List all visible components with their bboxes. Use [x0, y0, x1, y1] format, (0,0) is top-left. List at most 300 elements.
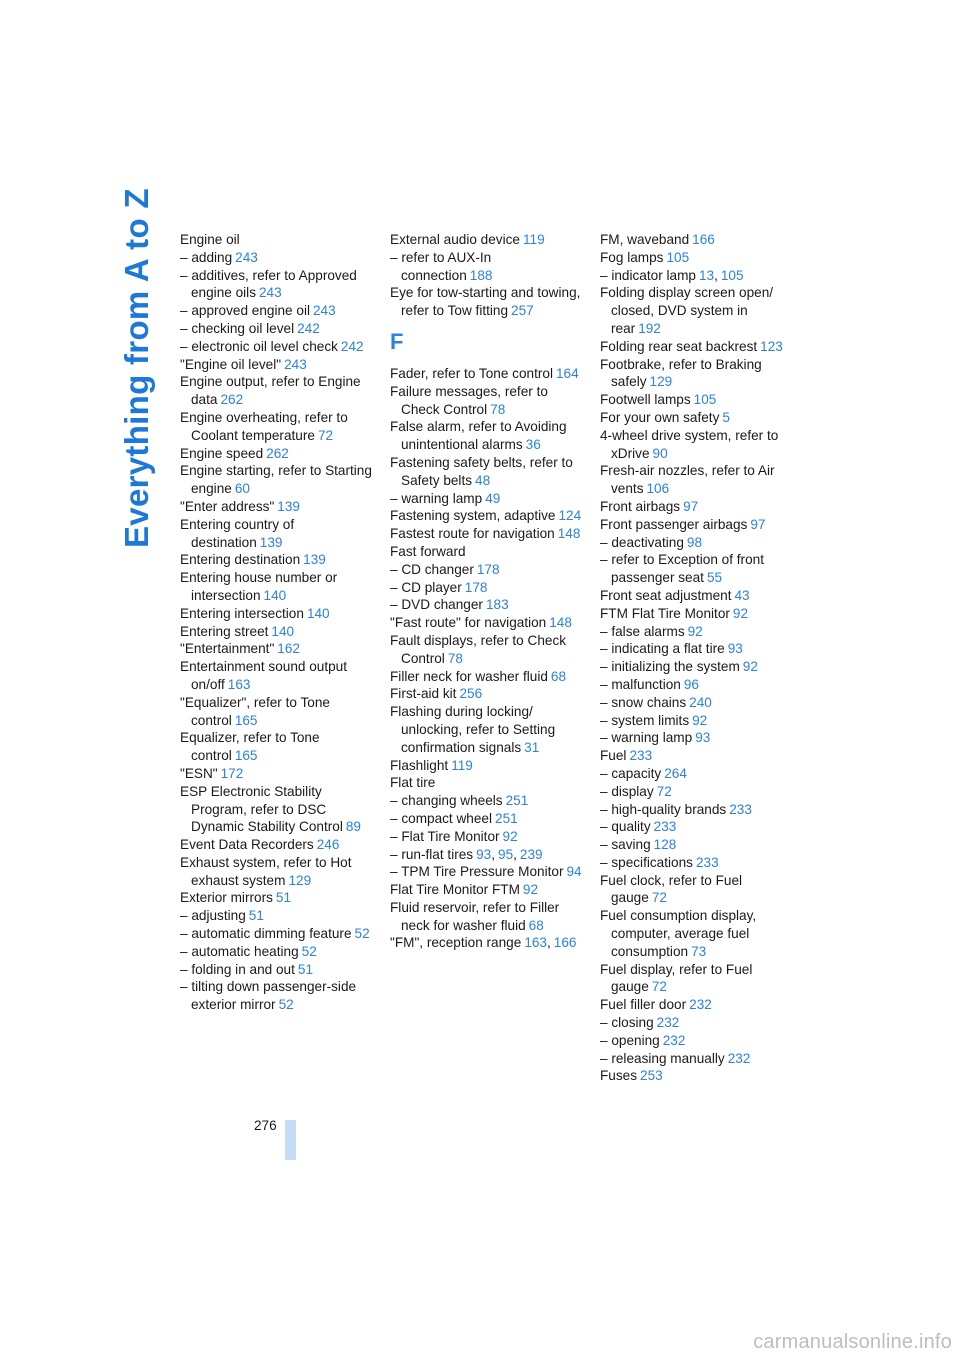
index-entry-text: Folding display screen open/ closed, DVD system in rear	[600, 285, 774, 336]
index-entry-text: Filler neck for washer fluid	[390, 668, 548, 684]
page-reference-link[interactable]: 264	[664, 765, 687, 781]
index-entry-text: Eye for tow-starting and towing, refer to Tow fitting	[390, 285, 581, 319]
index-entry	[180, 373, 372, 409]
index-entry-text: Fuel	[600, 748, 627, 764]
index-entry-text: Fog lamps	[600, 249, 664, 265]
index-entry	[390, 365, 582, 383]
index-entry-text: Flashlight	[390, 757, 449, 773]
index-entry	[600, 818, 792, 836]
page-reference-link[interactable]: 92	[687, 623, 703, 639]
index-entry	[180, 356, 372, 374]
index-entry	[600, 907, 792, 960]
index-entry-text: Fluid reservoir, refer to Filler neck for washer fluid	[390, 899, 560, 933]
index-entry-text: Fast forward	[390, 543, 466, 559]
index-entry-text: – automatic dimming feature	[180, 926, 352, 942]
page-reference-link[interactable]: 68	[528, 917, 544, 933]
page-reference-link[interactable]: 232	[727, 1050, 751, 1066]
index-entry	[180, 605, 372, 623]
page-reference-link[interactable]: 164	[555, 365, 579, 381]
index-entry-text: 4-wheel drive system, refer to xDrive	[600, 427, 779, 461]
page-reference-link[interactable]: 140	[263, 587, 287, 603]
page-reference-link[interactable]: 251	[495, 810, 518, 826]
index-entry-text: – false alarms	[600, 623, 685, 639]
page-reference-link[interactable]: 162	[277, 641, 300, 657]
page-reference-link[interactable]: 240	[689, 694, 712, 710]
index-entry	[600, 391, 792, 409]
index-entry	[600, 783, 792, 801]
page-reference-link[interactable]: 163	[227, 676, 251, 692]
index-entry	[180, 302, 372, 320]
index-entry-text: Exterior mirrors	[180, 890, 273, 906]
page-reference-link[interactable]: 92	[522, 882, 539, 898]
page-reference-link[interactable]: 72	[656, 783, 672, 799]
index-entry	[600, 1067, 792, 1085]
index-entry	[180, 925, 372, 943]
index-entry	[600, 854, 792, 872]
index-column-3	[600, 231, 792, 1085]
index-entry-text: – run-flat tires	[390, 846, 474, 862]
index-entry-text: – automatic heating	[180, 943, 299, 959]
index-entry-text: "Equalizer", refer to Tone control	[180, 694, 330, 728]
page-reference-link[interactable]: 72	[651, 979, 667, 995]
page-reference-link[interactable]: 128	[653, 837, 677, 853]
page-reference-link[interactable]: 55	[706, 570, 723, 586]
index-entry-text: – CD player	[390, 579, 462, 595]
index-entry	[180, 320, 372, 338]
index-entry-text: Entering street	[180, 623, 269, 639]
index-entry	[390, 703, 582, 756]
page-reference-link[interactable]: 129	[288, 872, 312, 888]
index-entry-text: Fader, refer to Tone control	[390, 365, 553, 381]
index-entry	[600, 587, 792, 605]
page-reference-link[interactable]: 119	[522, 232, 545, 247]
page-reference-link[interactable]: 90	[652, 445, 668, 461]
page-reference-link[interactable]: 43	[734, 587, 750, 603]
index-entry	[180, 462, 372, 498]
index-entry-text: – closing	[600, 1015, 654, 1031]
index-entry	[180, 516, 372, 552]
page-reference-link[interactable]: 262	[220, 392, 244, 408]
index-entry	[180, 729, 372, 765]
index-entry	[180, 978, 372, 1014]
index-entry	[180, 267, 372, 303]
page-reference-link[interactable]: 148	[549, 615, 572, 631]
index-entry-text: Fastening safety belts, refer to Safety belts	[390, 454, 573, 488]
index-entry	[390, 881, 582, 899]
page-reference-link[interactable]: 49	[485, 490, 501, 506]
page-reference-link[interactable]: 93	[727, 641, 743, 657]
index-entry-text: – indicating a flat tire	[600, 641, 725, 657]
index-entry-text: – saving	[600, 837, 651, 853]
index-entry	[180, 961, 372, 979]
index-entry	[390, 543, 582, 561]
page-reference-link[interactable]: 105	[693, 392, 717, 408]
page-reference-link[interactable]: 243	[259, 285, 282, 301]
index-entry-text: Entering intersection	[180, 605, 304, 621]
index-entry-text: – high-quality brands	[600, 801, 727, 817]
page-reference-link[interactable]: 31	[524, 739, 540, 755]
index-entry	[390, 525, 582, 543]
page-reference-link[interactable]: 165	[234, 712, 258, 728]
index-entry-text: – warning lamp	[390, 490, 483, 506]
index-entry-text: Engine overheating, refer to Coolant temperature	[180, 409, 348, 443]
index-entry	[600, 623, 792, 641]
page-reference-link[interactable]: 78	[447, 650, 463, 666]
page-reference-link[interactable]: 73	[691, 943, 707, 959]
index-entry-text: "Fast route" for navigation	[390, 615, 547, 631]
index-entry	[180, 623, 372, 641]
index-entry	[600, 640, 792, 658]
index-entry-text: Flat tire	[390, 775, 436, 791]
index-entry	[390, 490, 582, 508]
index-entry-text: "Enter address"	[180, 498, 275, 514]
index-entry	[390, 561, 582, 579]
index-entry	[600, 462, 792, 498]
index-entry	[390, 774, 582, 792]
index-entry-text: – refer to AUX-In connection	[390, 249, 492, 283]
index-entry-text: Engine starting, refer to Starting engine	[180, 463, 372, 497]
page-reference-link[interactable]: 243	[235, 249, 258, 265]
index-entry	[180, 409, 372, 445]
index-entry-text: – compact wheel	[390, 810, 493, 826]
index-entry	[180, 338, 372, 356]
index-entry-text: Fresh-air nozzles, refer to Air vents	[600, 463, 775, 497]
page-reference-link[interactable]: 98	[686, 534, 703, 550]
index-entry-text: – system limits	[600, 712, 690, 728]
index-entry-text: Engine oil	[180, 232, 240, 247]
index-entry-text: – CD changer	[390, 561, 474, 577]
section-letter: F	[390, 328, 404, 354]
index-entry	[600, 694, 792, 712]
page-reference-link[interactable]: 192	[638, 320, 661, 336]
index-entry-text: – checking oil level	[180, 320, 295, 336]
index-entry-text: Fastening system, adaptive	[390, 508, 556, 524]
index-entry	[600, 836, 792, 854]
index-entry-text: Entering house number or intersection	[180, 570, 338, 603]
page-reference-link[interactable]: 72	[651, 890, 667, 906]
page-reference-link[interactable]: 52	[301, 943, 317, 959]
index-entry	[390, 614, 582, 632]
page-reference-link[interactable]: 188	[469, 267, 493, 283]
page-reference-link[interactable]: 232	[656, 1015, 680, 1031]
page-reference-link[interactable]: 51	[275, 890, 292, 906]
page-reference-link[interactable]: 51	[248, 908, 264, 924]
index-entry-text: Entertainment sound output on/off	[180, 659, 348, 692]
index-entry-text: Fastest route for navigation	[390, 526, 555, 542]
index-entry	[600, 729, 792, 747]
index-entry	[390, 249, 582, 285]
index-entry	[600, 765, 792, 783]
index-entry	[390, 632, 582, 668]
page-reference-link[interactable]: 105	[720, 267, 744, 283]
page-reference-link[interactable]: 72	[317, 427, 334, 443]
page-reference-link[interactable]: 232	[689, 997, 712, 1013]
index-entry-text: – capacity	[600, 765, 662, 781]
page-reference-link[interactable]: 257	[511, 303, 534, 319]
page-reference-link[interactable]: 139	[303, 552, 326, 568]
index-entry-text: – refer to Exception of front passenger seat	[600, 552, 764, 586]
page-reference-link[interactable]: 94	[566, 864, 582, 880]
page-reference-link[interactable]: 93	[476, 846, 492, 862]
index-entry	[390, 507, 582, 525]
index-entry	[600, 996, 792, 1014]
index-entry	[600, 605, 792, 623]
page-reference-link[interactable]: 97	[750, 516, 766, 532]
index-entry	[600, 1032, 792, 1050]
index-entry-text: Flashing during locking/ unlocking, refer to Setting confirmation signals	[390, 704, 556, 755]
page-reference-link[interactable]: 93	[695, 730, 711, 746]
index-entry-text: Engine speed	[180, 445, 264, 461]
index-entry	[390, 284, 582, 320]
index-entry	[600, 872, 792, 908]
index-entry-text: Fuel filler door	[600, 997, 687, 1013]
index-entry-text: – warning lamp	[600, 730, 693, 746]
index-entry-text: Engine output, refer to Engine data	[180, 374, 361, 408]
page-reference-link[interactable]: 96	[683, 676, 699, 692]
page-reference-link[interactable]: 95	[498, 846, 514, 862]
index-entry-text: Failure messages, refer to Check Control	[390, 383, 548, 417]
index-entry-text: ESP Electronic Stability Program, refer to DSC Dynamic Stability Control	[180, 783, 343, 835]
watermark: carmanualsonline.info	[753, 1331, 952, 1353]
page-reference-link[interactable]: 243	[284, 356, 307, 372]
index-entry-text: Entering destination	[180, 552, 301, 568]
index-entry-text: Fault displays, refer to Check Control	[390, 632, 567, 666]
index-entry-text: Exhaust system, refer to Hot exhaust system	[180, 854, 352, 888]
index-entry-text: – opening	[600, 1032, 660, 1048]
index-entry-text: – Flat Tire Monitor	[390, 828, 500, 844]
index-entry	[600, 961, 792, 997]
page-reference-link[interactable]: 89	[345, 819, 361, 835]
index-entry	[180, 498, 372, 516]
page-reference-link[interactable]: 246	[316, 837, 340, 853]
index-entry-text: External audio device	[390, 232, 520, 247]
index-entry	[390, 383, 582, 419]
index-entry	[180, 783, 372, 836]
page-reference-link[interactable]: 148	[557, 526, 581, 542]
index-entry	[390, 828, 582, 846]
index-entry	[180, 640, 372, 658]
index-entry	[390, 863, 582, 881]
index-entry	[180, 569, 372, 605]
page-reference-link[interactable]: 239	[519, 846, 543, 862]
index-entry-text: – quality	[600, 819, 651, 835]
page-reference-link[interactable]: 119	[451, 757, 473, 773]
index-entry-text: "FM", reception range	[390, 935, 522, 951]
page-reference-link[interactable]: 233	[695, 854, 719, 870]
index-entry-text: – malfunction	[600, 676, 681, 692]
index-entry-text: Footwell lamps	[600, 392, 691, 408]
index-entry	[180, 836, 372, 854]
index-entry: – indicator lamp 13, 105	[600, 267, 744, 283]
index-entry: – run-flat tires 93, 95, 239	[390, 846, 543, 862]
index-entry	[390, 792, 582, 810]
page-reference-link[interactable]: 129	[649, 374, 673, 390]
index-entry	[390, 668, 582, 686]
index-entry-text: Flat Tire Monitor FTM	[390, 882, 520, 898]
index-entry-text: Fuel clock, refer to Fuel gauge	[600, 872, 743, 906]
index-column-2	[390, 231, 582, 952]
page-reference-link[interactable]: 233	[629, 748, 653, 764]
index-entry-text: – adjusting	[180, 908, 246, 924]
index-entry-text: Front airbags	[600, 498, 681, 514]
page-reference-link[interactable]: 251	[505, 793, 529, 809]
page-reference-link[interactable]: 52	[278, 997, 294, 1013]
index-entry	[600, 747, 792, 765]
index-entry	[600, 516, 792, 534]
page-reference-link[interactable]: 166	[692, 232, 715, 247]
index-entry	[600, 284, 792, 337]
index-entry	[390, 685, 582, 703]
index-entry-text: – additives, refer to Approved engine oils	[180, 267, 357, 301]
index-entry-text: – deactivating	[600, 534, 684, 550]
index-entry	[600, 658, 792, 676]
index-entry	[180, 231, 372, 249]
index-entry	[390, 899, 582, 935]
index-entry	[600, 498, 792, 516]
index-entry-text: Event Data Recorders	[180, 837, 314, 853]
index-entry-text: First-aid kit	[390, 686, 457, 702]
index-entry-text: – tilting down passenger-side exterior mirror	[180, 979, 357, 1013]
page-reference-link[interactable]: 178	[464, 579, 488, 595]
index-entry-text: – display	[600, 783, 654, 799]
page-reference-link[interactable]: 166	[553, 935, 577, 951]
index-entry-text: FM, waveband	[600, 232, 690, 247]
index-entry-text: Front passenger airbags	[600, 516, 748, 532]
index-entry	[180, 765, 372, 783]
page-reference-link[interactable]: 139	[277, 498, 300, 514]
page-reference-link[interactable]: 92	[742, 659, 758, 675]
index-entry-text: – electronic oil level check	[180, 338, 338, 354]
index-entry	[390, 231, 582, 249]
index-entry	[180, 249, 372, 267]
index-entry-text: FTM Flat Tire Monitor	[600, 605, 730, 621]
page-reference-link[interactable]: 51	[297, 961, 314, 977]
index-entry	[600, 231, 792, 249]
page-reference-link[interactable]: 48	[475, 472, 491, 488]
page-reference-link[interactable]: 92	[732, 605, 749, 621]
page-reference-link[interactable]: 178	[476, 561, 500, 577]
index-entry-text: – folding in and out	[180, 961, 295, 977]
index-entry-text: – releasing manually	[600, 1050, 725, 1066]
index-entry-text: Fuel consumption display, computer, average fuel consumption	[600, 908, 757, 959]
index-entry-text: – specifications	[600, 854, 693, 870]
index-entry	[390, 810, 582, 828]
page-reference-link[interactable]: 97	[683, 498, 699, 514]
index-entry	[600, 1014, 792, 1032]
page-reference-link[interactable]: 78	[490, 401, 506, 417]
index-entry-text: "Engine oil level"	[180, 356, 282, 372]
index-entry	[600, 356, 792, 392]
index-entry: "FM", reception range 163, 166	[390, 935, 577, 951]
index-entry-text: Entering country of destination	[180, 516, 295, 550]
page-reference-link[interactable]: 13	[698, 267, 715, 283]
index-entry	[180, 658, 372, 694]
index-entry	[180, 889, 372, 907]
index-entry-text: – snow chains	[600, 694, 687, 710]
index-entry	[600, 712, 792, 730]
index-entry	[180, 907, 372, 925]
page-reference-link[interactable]: 242	[340, 338, 364, 354]
page-reference-link[interactable]: 140	[306, 605, 330, 621]
page-reference-link[interactable]: 233	[653, 819, 677, 835]
index-entry	[390, 418, 582, 454]
page-reference-link[interactable]: 124	[558, 508, 582, 524]
index-entry	[600, 1050, 792, 1068]
page-reference-link[interactable]: 92	[502, 828, 518, 844]
index-entry	[390, 596, 582, 614]
page-reference-link[interactable]: 262	[266, 445, 289, 461]
index-entry-text: Folding rear seat backrest	[600, 338, 758, 354]
page-reference-link[interactable]: 242	[297, 320, 320, 336]
index-entry-text: – adding	[180, 249, 233, 265]
side-title-text: Everything from A to Z	[118, 188, 155, 548]
index-entry	[180, 694, 372, 730]
index-entry	[600, 409, 792, 427]
index-entry	[390, 579, 582, 597]
index-entry	[180, 445, 372, 463]
index-entry	[180, 854, 372, 890]
page-reference-link[interactable]: 232	[662, 1032, 686, 1048]
page-reference-link[interactable]: 106	[646, 481, 670, 497]
index-entry-text: "Entertainment"	[180, 641, 275, 657]
index-entry-text: For your own safety	[600, 409, 720, 425]
page-marker-bar	[285, 1120, 296, 1160]
page-reference-link[interactable]: 183	[485, 597, 509, 613]
index-entry-text: False alarm, refer to Avoiding unintentional alarms	[390, 419, 567, 453]
page-reference-link[interactable]: 165	[234, 748, 258, 764]
page-reference-link[interactable]: 105	[666, 249, 690, 265]
page-reference-link[interactable]: 172	[220, 765, 244, 781]
index-entry	[180, 551, 372, 569]
index-entry	[600, 534, 792, 552]
page-reference-link[interactable]: 123	[760, 338, 783, 354]
index-entry-text: – approved engine oil	[180, 303, 310, 319]
page-reference-link[interactable]: 253	[640, 1068, 663, 1084]
page-reference-link[interactable]: 36	[525, 437, 541, 453]
index-entry	[390, 454, 582, 490]
index-entry	[600, 338, 792, 356]
index-entry	[600, 551, 792, 587]
page-reference-link[interactable]: 139	[259, 534, 283, 550]
index-entry-text: "ESN"	[180, 765, 218, 781]
index-entry-text: Fuel display, refer to Fuel gauge	[600, 961, 753, 995]
index-entry-text: – initializing the system	[600, 659, 740, 675]
page-reference-link[interactable]: 163	[524, 935, 547, 951]
index-entry-text: – indicator lamp	[600, 267, 696, 283]
index-entry	[390, 757, 582, 775]
page-reference-link[interactable]: 60	[234, 481, 250, 497]
page-reference-link[interactable]: 5	[722, 409, 730, 425]
index-entry-text: Front seat adjustment	[600, 587, 732, 603]
index-entry	[600, 801, 792, 819]
index-entry-text: Footbrake, refer to Braking safely	[600, 356, 762, 390]
index-entry-text: – changing wheels	[390, 793, 503, 809]
index-entry-text: – DVD changer	[390, 597, 483, 613]
page-reference-link[interactable]: 68	[550, 668, 567, 684]
index-entry	[180, 943, 372, 961]
index-entry-text: Fuses	[600, 1068, 638, 1084]
page-reference-link[interactable]: 52	[354, 926, 370, 942]
index-entry	[600, 676, 792, 694]
page-reference-link[interactable]: 233	[729, 801, 752, 817]
page-reference-link[interactable]: 243	[313, 303, 336, 319]
page-number: 276	[254, 1118, 277, 1133]
page-reference-link[interactable]: 140	[271, 623, 295, 639]
page-reference-link[interactable]: 256	[459, 686, 483, 702]
index-entry-text: Equalizer, refer to Tone control	[180, 730, 320, 764]
index-entry	[600, 249, 792, 267]
page-reference-link[interactable]: 92	[692, 712, 708, 728]
